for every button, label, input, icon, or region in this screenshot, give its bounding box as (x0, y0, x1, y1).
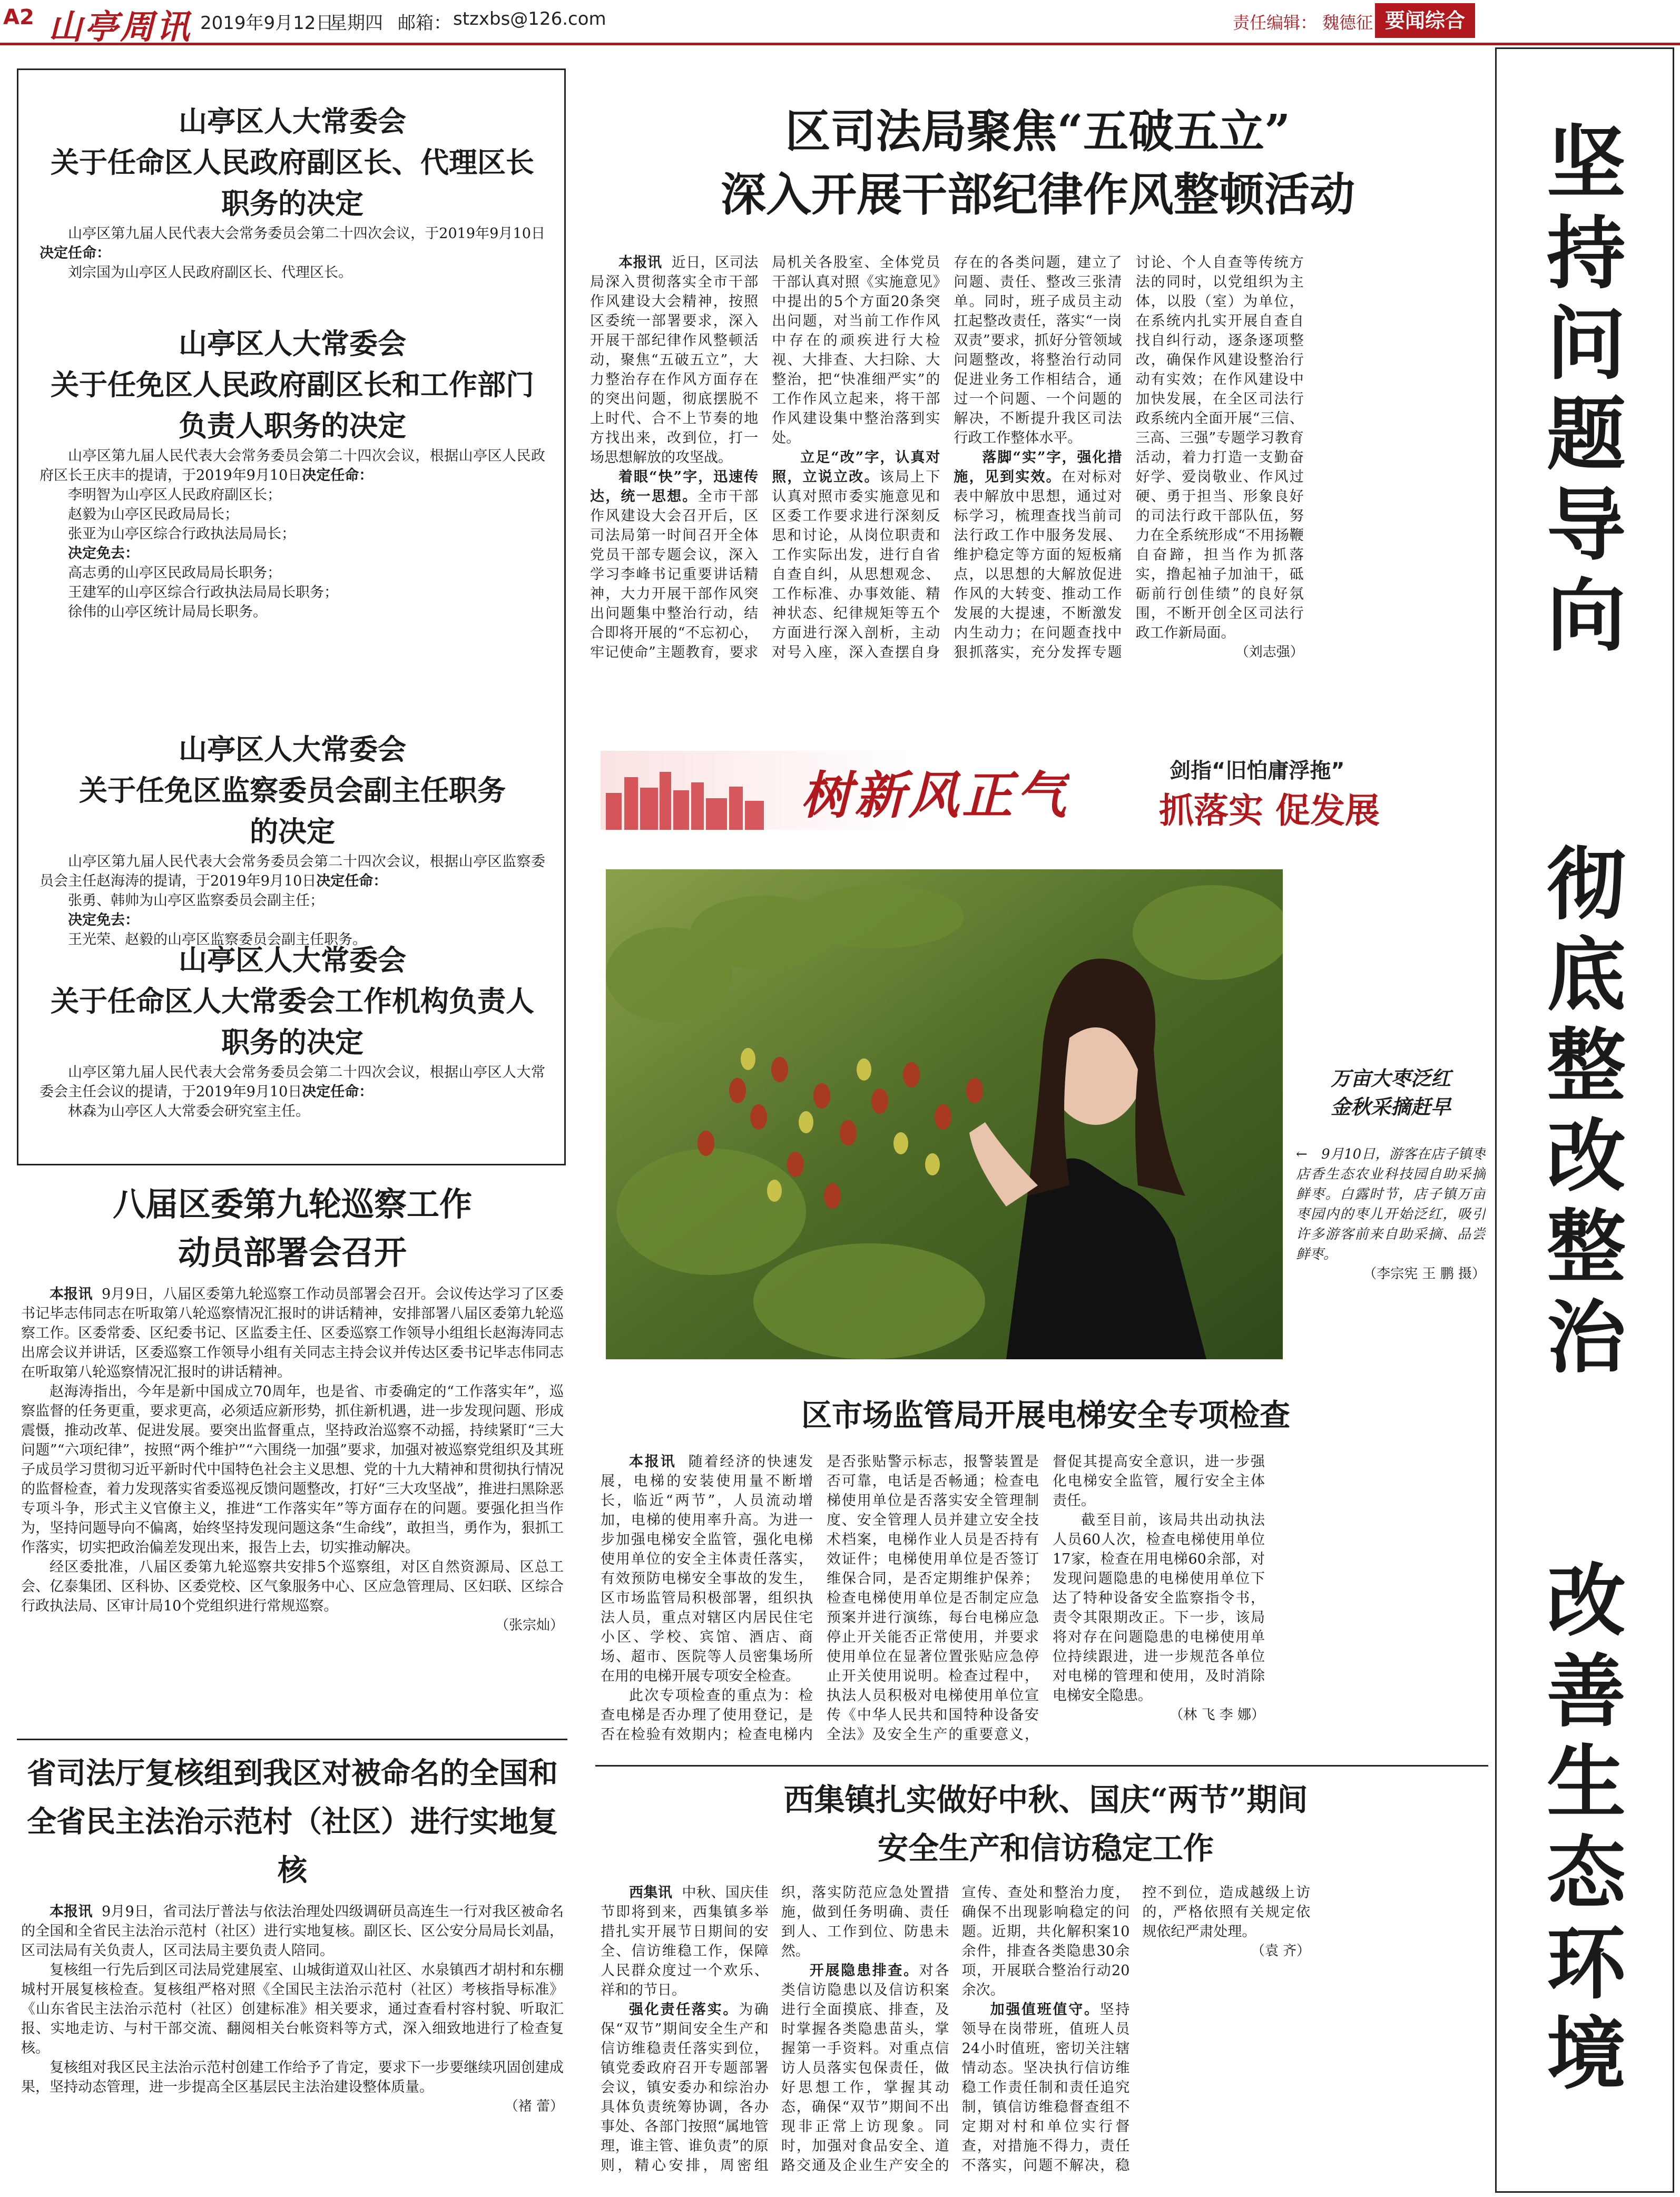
article-headline: 区市场监管局开展电梯安全专项检查 (801, 1397, 1290, 1433)
masthead-logo: 山亭周讯 (48, 7, 192, 45)
decision-title: 关于任命区人民政府副区长、代理区长 (51, 145, 534, 179)
decision-title: 关于任免区监察委员会副主任职务 (79, 773, 506, 807)
masthead-editor-label: 责任编辑： (1233, 13, 1318, 33)
campaign-banner (601, 751, 1486, 830)
masthead-email-label: 邮箱： (398, 13, 451, 34)
decision-2 (40, 323, 545, 744)
article-headline-cont: 动员部署会召开 (178, 1233, 407, 1272)
slogan-column (1495, 47, 1674, 2193)
xiji-article (601, 1776, 1491, 2192)
article-body (601, 1883, 1491, 2192)
masthead-weekday: 星期四 (329, 13, 383, 34)
decision-org: 山亭区人大常委会 (179, 943, 406, 977)
banner-main: 树新风正气 (801, 767, 1069, 825)
decision-line: 赵毅为山亭区民政局局长； (68, 506, 239, 523)
article-paragraph: 西集讯 中秋、国庆佳节即将到来，西集镇多举措扎实开展节日期间的安全、信访维稳工作，保障人民群众度过一个欢乐、祥和的节日。 (601, 1885, 769, 1998)
article-headline: 八届区委第九轮巡察工作 (112, 1185, 472, 1223)
decision-title-cont: 负责人职务的决定 (179, 409, 406, 443)
article-paragraph: 强化责任落实。为确保“双节”期间安全生产和信访维稳责任落实到位，镇党委政府召开专题部署会议，镇安委办和综治办具体负责统筹协调，各办事处、各部门按照“属地管理，谁主管、谁负责”的原则，精心安排，周密组织，落实防范应急处置措施，做到任务明确、责任到人、工作到位、防患未然。 (601, 1885, 949, 2174)
decision-line: 王建军的山亭区综合行政执法局局长职务； (68, 584, 338, 601)
divider (595, 1765, 1488, 1767)
article-headline: 区司法局聚焦“五破五立” (785, 105, 1291, 158)
decision-line: 张勇、韩帅为山亭区监察委员会副主任； (68, 892, 324, 909)
decision-intro: 山亭区第九届人民代表大会常务委员会第二十四次会议，根据山亭区人民政府区长王庆丰的提请，于2019年9月10日决定任命： (40, 448, 545, 484)
rural-article (21, 1749, 564, 2192)
article-paragraph: 复核组对我区民主法治示范村创建工作给予了肯定，要求下一步要继续巩固创建成果，坚持动态管理，进一步提高全区基层民主法治建设整体质量。 (21, 2059, 564, 2095)
decision-line: 李明智为山亭区人民政府副区长； (68, 487, 281, 503)
inspection-article (21, 1180, 564, 1728)
photo-illustration (606, 869, 1283, 1359)
banner-tag: 剑指“旧怕庸浮拖” (1170, 759, 1345, 783)
masthead-email[interactable]: stzxbs@126.com (453, 8, 606, 30)
article-paragraph: 本报讯 随着经济的快速发展，电梯的安装使用量不断增长，临近“两节”，人员流动增加，电梯的使用率升高。为进一步加强电梯安全监管，强化电梯使用单位的安全主体责任落实，有效预防电梯安全事故的发生，区市场监管局积极部署，组织执法人员，重点对辖区内居民住宅小区、学校、宾馆、酒店、商场、超市、医院等人员密集场所在用的电梯开展专项安全检查。 (601, 1454, 813, 1684)
article-body (601, 1452, 1491, 1747)
decision-title: 关于任命区人大常委会工作机构负责人 (51, 984, 534, 1018)
elevator-article (601, 1391, 1491, 1754)
decision-title-cont: 的决定 (250, 815, 335, 848)
decision-intro: 山亭区第九届人民代表大会常务委员会第二十四次会议，根据山亭区人大常委会主任会议的提请，于2019年9月10日决定任命： (40, 1064, 545, 1100)
article-paragraph: 截至目前，该局共出动执法人员60人次，检查电梯使用单位17家，检查在用电梯60余部，对发现问题隐患的电梯使用单位下达了特种设备安全监察指令书，责令其限期改正。下一步，该局将对存在问题隐患的电梯使用单位持续跟进，进一步规范各单位对电梯的管理和使用，及时消除电梯安全隐患。 (1053, 1512, 1265, 1704)
decision-line: 林森为山亭区人大常委会研究室主任。 (68, 1103, 310, 1120)
article-byline: （褚 蕾） (504, 2098, 564, 2114)
article-byline: （袁 齐） (1251, 1943, 1311, 1959)
decision-4 (40, 939, 545, 1161)
divider (17, 1739, 567, 1740)
article-paragraph: 加强值班值守。坚持领导在岗带班，值班人员24小时值班，密切关注辖情动态。坚决执行信访维稳工作责任制和责任追究制，镇信访维稳督查组不定期对村和单位实行督查，对措施不得力，责任不落实，问题不解决，稳控不到位，造成越级上访的，严格依照有关规定依规依纪严肃处理。 (961, 1885, 1311, 2174)
decision-line: 刘宗国为山亭区人民政府副区长、代理区长。 (68, 264, 352, 281)
article-paragraph: 经区委批准，八届区委第九轮巡察共安排5个巡察组，对区自然资源局、区总工会、亿泰集团、区科协、区委党校、区气象服务中心、区应急管理局、区妇联、区综合行政执法局、区审计局10个党组织进行常规巡察。 (21, 1559, 564, 1614)
article-paragraph: 着眼“快”字，迅速传达，统一思想。全市干部作风建设大会召开后，区司法局第一时间召开全体党员干部专题会议，深入学习李峰书记重要讲话精神，大力开展干部作风突出问题集中整治行动，结合即将开展的“不忘初心，牢记使命”主题教育，要求局机关各股室、全体党员干部认真对照《实施意见》中提出的5个方面20条突出问题，对当前工作作风中存在的顽疾进行大检视、大排查、大扫除、大整治，把“快准细严实”的工作作风立起来，将干部作风建设集中整治落到实处。 (590, 254, 940, 661)
decision-title-cont: 职务的决定 (221, 187, 363, 220)
article-paragraph: 此次专项检查的重点为：检查电梯是否办理了使用登记，是否在检验有效期内；检查电梯内是否张贴警示标志，报警装置是否可靠，电话是否畅通；检查电梯使用单位是否落实安全管理制度、安全管理人员并建立安全技术档案，电梯作业人员是否持有效证件；电梯使用单位是否签订维保合同，是否定期维护保养；检查电梯使用单位是否制定应急预案并进行演练，每台电梯应急停止开关能否正常使用，并要求使用单位在显著位置张贴应急停止开关使用说明。检查过程中，执法人员积极对电梯使用单位宣传《中华人民共和国特种设备安全法》及安全生产的重要意义，督促其提高安全意识，进一步强化电梯安全监管，履行安全主体责任。 (601, 1454, 1265, 1743)
slogan-line-2: 彻底整改整治 (1546, 839, 1626, 1383)
masthead-date: 2019年9月12日 (200, 13, 334, 34)
article-byline: （林 飞 李 娜） (1170, 1707, 1265, 1723)
decision-org: 山亭区人大常委会 (179, 732, 406, 766)
jujube-photo (606, 869, 1283, 1359)
article-headline-cont: 深入开展干部纪律作风整顿活动 (721, 168, 1355, 221)
decisions-box (17, 68, 566, 1165)
masthead (0, 0, 1680, 45)
article-paragraph: 落脚“实”字，强化措施，见到实效。在对标对表中解放中思想，通过对标学习，梳理查找当前司法行政工作中服务发展、维护稳定等方面的短板痛点，以思想的大解放促进作风的大转变、推动工作发展的大提速，不断激发内生动力；在问题查找中狠抓落实，充分发挥专题讨论、个人自查等传统方法的同时，以党组织为主体，以股（室）为单位，在系统内扎实开展自查自找自纠行动，逐条逐项整改，确保作风建设整治行动有实效；在作风建设中加快发展，在全区司法行政系统内全面开展“三信、三高、三强”专题学习教育活动，着力打造一支勤奋好学、爱岗敬业、作风过硬、勇于担当、形象良好的司法行政干部队伍，努力在全系统形成“不用扬鞭自奋蹄，担当作为抓落实，撸起袖子加油干，砥砺前行创佳绩”的良好氛围，不断开创全区司法行政工作新局面。 (954, 254, 1304, 661)
decision-line: 高志勇的山亭区民政局局长职务； (68, 565, 281, 581)
article-paragraph: 开展隐患排查。对各类信访隐患以及信访积案进行全面摸底、排查，及时掌握各类隐患苗头，掌握第一手资料。对重点信访人员落实包保责任，做好思想工作，掌握其动态，确保“双节”期间不出现非正常上访现象。同时，加强对食品安全、道路交通及企业生产安全的宣传、查处和整治力度，确保不出现影响稳定的问题。近期，共化解积案10余件，排查各类隐患30余项，开展联合整治行动20余次。 (781, 1885, 1130, 2174)
article-paragraph: 本报讯 9月9日，省司法厅普法与依法治理处四级调研员高连生一行对我区被命名的全国和全省民主法治示范村（社区）进行实地复核。副区长、区公安分局局长刘晶，区司法局有关负责人，区司法局主要负责人陪同。 (21, 1904, 564, 1959)
article-body (590, 253, 1486, 664)
photo-caption-box (1296, 1064, 1486, 1359)
decision-line: 徐伟的山亭区统计局局长职务。 (68, 604, 267, 620)
photo-caption: ← 9月10日，游客在店子镇枣店香生态农业科技园自助采摘鲜枣。白露时节，店子镇万亩枣园内的枣儿开始泛红，吸引许多游客前来自助采摘、品尝鲜枣。 (1296, 1146, 1486, 1262)
slogan-line-1: 坚持问题导向 (1546, 117, 1626, 661)
decision-title: 关于任免区人民政府副区长和工作部门 (51, 368, 534, 401)
article-byline: （刘志强） (1235, 644, 1304, 660)
decision-intro: 山亭区第九届人民代表大会常务委员会第二十四次会议，于2019年9月10日决定任命： (40, 225, 545, 261)
decision-org: 山亭区人大常委会 (179, 327, 406, 360)
masthead-editor: 魏德征 (1322, 13, 1373, 33)
decision-sub: 决定免去： (68, 545, 139, 562)
decision-1 (40, 101, 545, 348)
decision-line: 王光荣、赵毅的山亭区监察委员会副主任职务。 (68, 931, 367, 948)
photo-credit: （李宗宪 王 鹏 摄） (1363, 1266, 1486, 1282)
masthead-section: 要闻综合 (1375, 3, 1475, 38)
article-paragraph: 本报讯 9月9日，八届区委第九轮巡察工作动员部署会召开。会议传达学习了区委书记毕志伟同志在听取第八轮巡察情况汇报时的讲话精神，安排部署八届区委第九轮巡察工作。区委常委、区纪委书记、区监委主任、区委巡察工作领导小组组长赵海涛同志出席会议并讲话，区委巡察工作领导小组有关同志主持会议并传达区委书记毕志伟同志在听取第八轮巡察情况汇报时的讲话精神。 (21, 1286, 564, 1380)
photo-title: 万亩大枣泛红 (1330, 1066, 1451, 1090)
article-paragraph: 复核组一行先后到区司法局党建展室、山城街道双山社区、水泉镇西才胡村和东棚城村开展复核检查。复核组严格对照《全国民主法治示范村（社区）考核指导标准》《山东省民主法治示范村（社区）创建标准》相关要求，通过查看村容村貌、听取汇报、实地走访、与村干部交流、翻阅相关台帐资料等方式，深入细致地进行了检查复核。 (21, 1962, 564, 2056)
decision-sub: 决定免去： (68, 912, 139, 928)
decision-intro: 山亭区第九届人民代表大会常务委员会第二十四次会议，根据山亭区监察委员会主任赵海涛的提请，于2019年9月10日决定任命： (40, 854, 545, 889)
banner-sub: 抓落实 促发展 (1159, 790, 1380, 830)
article-headline: 省司法厅复核组到我区对被命名的全国和 (27, 1756, 558, 1791)
decision-line: 张亚为山亭区综合行政执法局局长； (68, 526, 296, 542)
photo-title-cont: 金秋采摘赶早 (1330, 1095, 1451, 1119)
article-headline: 西集镇扎实做好中秋、国庆“两节”期间 (783, 1782, 1308, 1818)
city-skyline-icon (601, 761, 769, 830)
slogan-line-3: 改善生态环境 (1546, 1556, 1626, 2100)
page-number: A2 (3, 5, 34, 30)
article-paragraph: 赵海涛指出，今年是新中国成立70周年，也是省、市委确定的“工作落实年”，巡察监督的任务更重，要求更高，必须适应新形势，抓住新机遇，进一步发现问题、形成震慑，推动改革、促进发展。要突出监督重点，坚持政治巡察不动摇，持续紧盯“三大问题”“六项纪律”，按照“两个维护”“六围绕一加强”要求，加强对被巡察党组织及其班子成员学习贯彻习近平新时代中国特色社会主义思想、党的十九大精神和贯彻执行情况的监督检查，着力发现落实省委巡视反馈问题整改，打好“三大攻坚战”，推进扫黑除恶专项斗争，形式主义官僚主义，推进“工作落实年”等方面存在的问题。要强化担当作为，坚持问题导向不偏离，始终坚持发现问题这条“生命线”，敢担当，勇作为，狠抓工作落实，切实把政治偏差发现出来，报告上去，切实推动解决。 (21, 1384, 564, 1556)
justice-article (590, 100, 1486, 706)
decision-title-cont: 职务的决定 (221, 1025, 363, 1059)
article-paragraph: 立足“改”字，认真对照，立说立改。该局上下认真对照市委实施意见和区委工作要求进行深刻反思和讨论，从岗位职责和工作实际出发，进行自省自查自纠，从思想观念、工作标准、办事效能、精神状态、纪律规矩等五个方面进行深入剖析，主动对号入座，深入查摆自身存在的各类问题，建立了问题、责任、整改三张清单。同时，班子成员主动扛起整改责任，落实“一岗双责”要求，抓好分管领域问题整改，将整治行动同促进业务工作相结合，通过一个问题、一个问题的解决，不断提升我区司法行政工作整体水平。 (772, 254, 1122, 661)
decision-org: 山亭区人大常委会 (179, 104, 406, 138)
article-byline: （张宗灿） (495, 1617, 564, 1633)
article-headline-cont: 全省民主法治示范村（社区）进行实地复核 (27, 1804, 558, 1888)
article-paragraph: 本报讯 近日，区司法局深入贯彻落实全市干部作风建设大会精神，按照区委统一部署要求，深入开展干部纪律作风整顿活动，聚焦“五破五立”，大力整治存在作风方面存在的突出问题，彻底摆脱不上时代、合不上节奏的地方找出来，改到位，打一场思想解放的攻坚战。 (590, 254, 759, 466)
article-headline-cont: 安全生产和信访稳定工作 (877, 1830, 1214, 1866)
